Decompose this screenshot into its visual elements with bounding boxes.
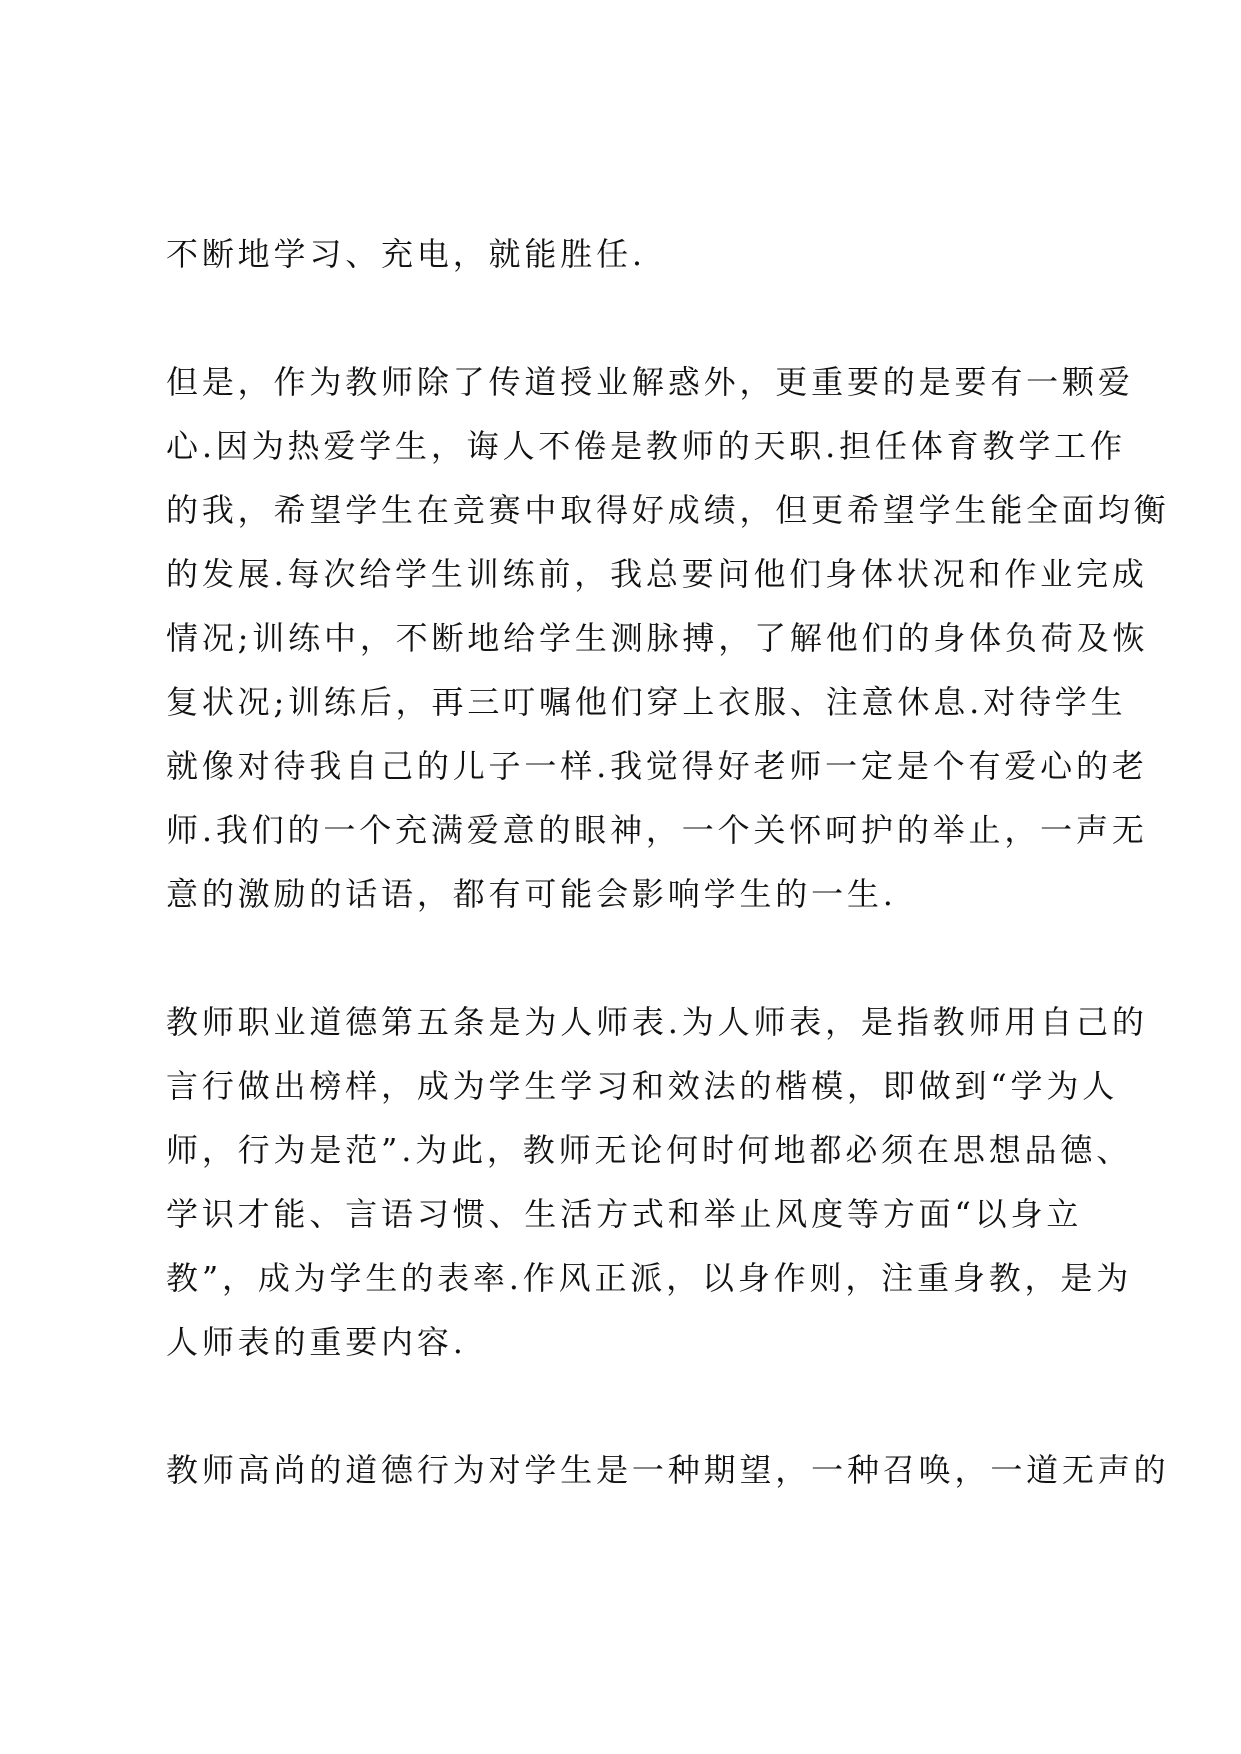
text-line: 教”，成为学生的表率.作风正派，以身作则，注重身教，是为	[166, 1259, 1133, 1297]
paragraph-3	[166, 990, 1148, 1374]
text-line: 不断地学习、充电，就能胜任.	[166, 235, 646, 273]
text-line: 就像对待我自己的儿子一样.我觉得好老师一定是个有爱心的老	[166, 747, 1148, 785]
text-line: 但是，作为教师除了传道授业解惑外，更重要的是要有一颗爱	[166, 363, 1134, 401]
text-line: 的我，希望学生在竞赛中取得好成绩，但更希望学生能全面均衡	[166, 491, 1170, 529]
text-line: 的发展.每次给学生训练前，我总要问他们身体状况和作业完成	[166, 555, 1148, 593]
paragraph-1	[166, 222, 1096, 286]
text-line: 师.我们的一个充满爱意的眼神，一个关怀呵护的举止，一声无	[166, 811, 1148, 849]
text-line: 复状况;训练后，再三叮嘱他们穿上衣服、注意休息.对待学生	[166, 683, 1127, 721]
text-line: 人师表的重要内容.	[166, 1323, 467, 1361]
text-line: 心.因为热爱学生，诲人不倦是教师的天职.担任体育教学工作	[166, 427, 1126, 465]
text-line: 师，行为是范”.为此，教师无论何时何地都必须在思想品德、	[166, 1131, 1133, 1169]
text-line: 情况;训练中，不断地给学生测脉搏，了解他们的身体负荷及恢	[166, 619, 1149, 657]
text-line: 教师职业道德第五条是为人师表.为人师表，是指教师用自己的	[166, 1003, 1148, 1041]
text-line: 学识才能、言语习惯、生活方式和举止风度等方面“以身立	[166, 1195, 1083, 1233]
paragraph-4	[166, 1438, 1170, 1502]
text-line: 教师高尚的道德行为对学生是一种期望，一种召唤，一道无声的	[166, 1451, 1170, 1489]
paragraph-2	[166, 350, 1170, 926]
text-line: 意的激励的话语，都有可能会影响学生的一生.	[166, 875, 897, 913]
text-line: 言行做出榜样，成为学生学习和效法的楷模，即做到“学为人	[166, 1067, 1119, 1105]
